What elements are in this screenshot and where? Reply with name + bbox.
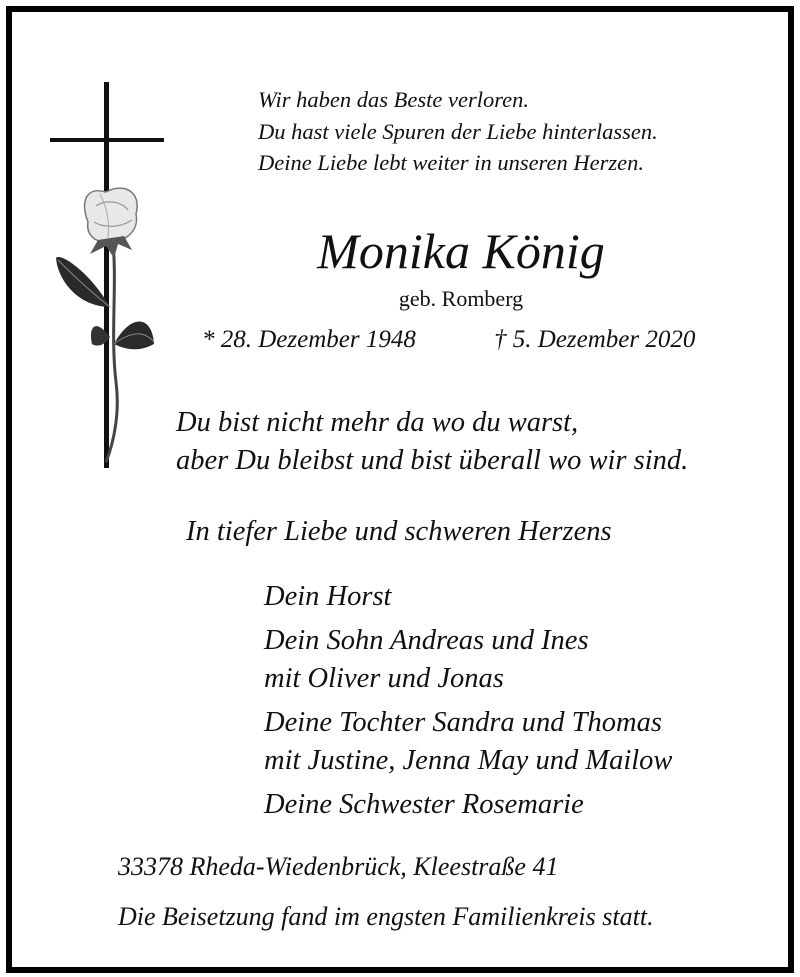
mourner-line: Dein Horst — [264, 581, 392, 612]
motto-line: Wir haben das Beste verloren. — [258, 87, 529, 112]
mourner-line: Deine Tochter Sandra und Thomas — [264, 707, 662, 738]
motto-line: Du hast viele Spuren der Liebe hinterlassen. — [258, 118, 658, 144]
mourner-line: mit Oliver und Jonas — [264, 663, 504, 694]
motto-block — [258, 84, 658, 179]
motto-line: Deine Liebe lebt weiter in unseren Herzen. — [258, 150, 644, 175]
quote-line: aber Du bleibst und bist überall wo wir sind. — [176, 445, 689, 476]
mourner-line: mit Justine, Jenna May und Mailow — [264, 745, 673, 776]
mourner-line: Deine Schwester Rosemarie — [264, 789, 584, 820]
funeral-notice: Die Beisetzung fand im engsten Familienkreis statt. — [118, 902, 654, 931]
death-date: † 5. Dezember 2020 — [494, 326, 696, 353]
mourners-list — [264, 578, 672, 824]
quote-line: Du bist nicht mehr da wo du warst, — [176, 407, 579, 438]
address: 33378 Rheda-Wiedenbrück, Kleestraße 41 — [118, 852, 559, 881]
deceased-name: Monika König — [317, 223, 605, 279]
quote-block — [176, 404, 688, 480]
mourning-intro: In tiefer Liebe und schweren Herzens — [186, 516, 612, 547]
mourner-line: Dein Sohn Andreas und Ines — [264, 625, 589, 656]
birth-date: * 28. Dezember 1948 — [202, 326, 416, 353]
maiden-name: geb. Romberg — [398, 286, 524, 311]
